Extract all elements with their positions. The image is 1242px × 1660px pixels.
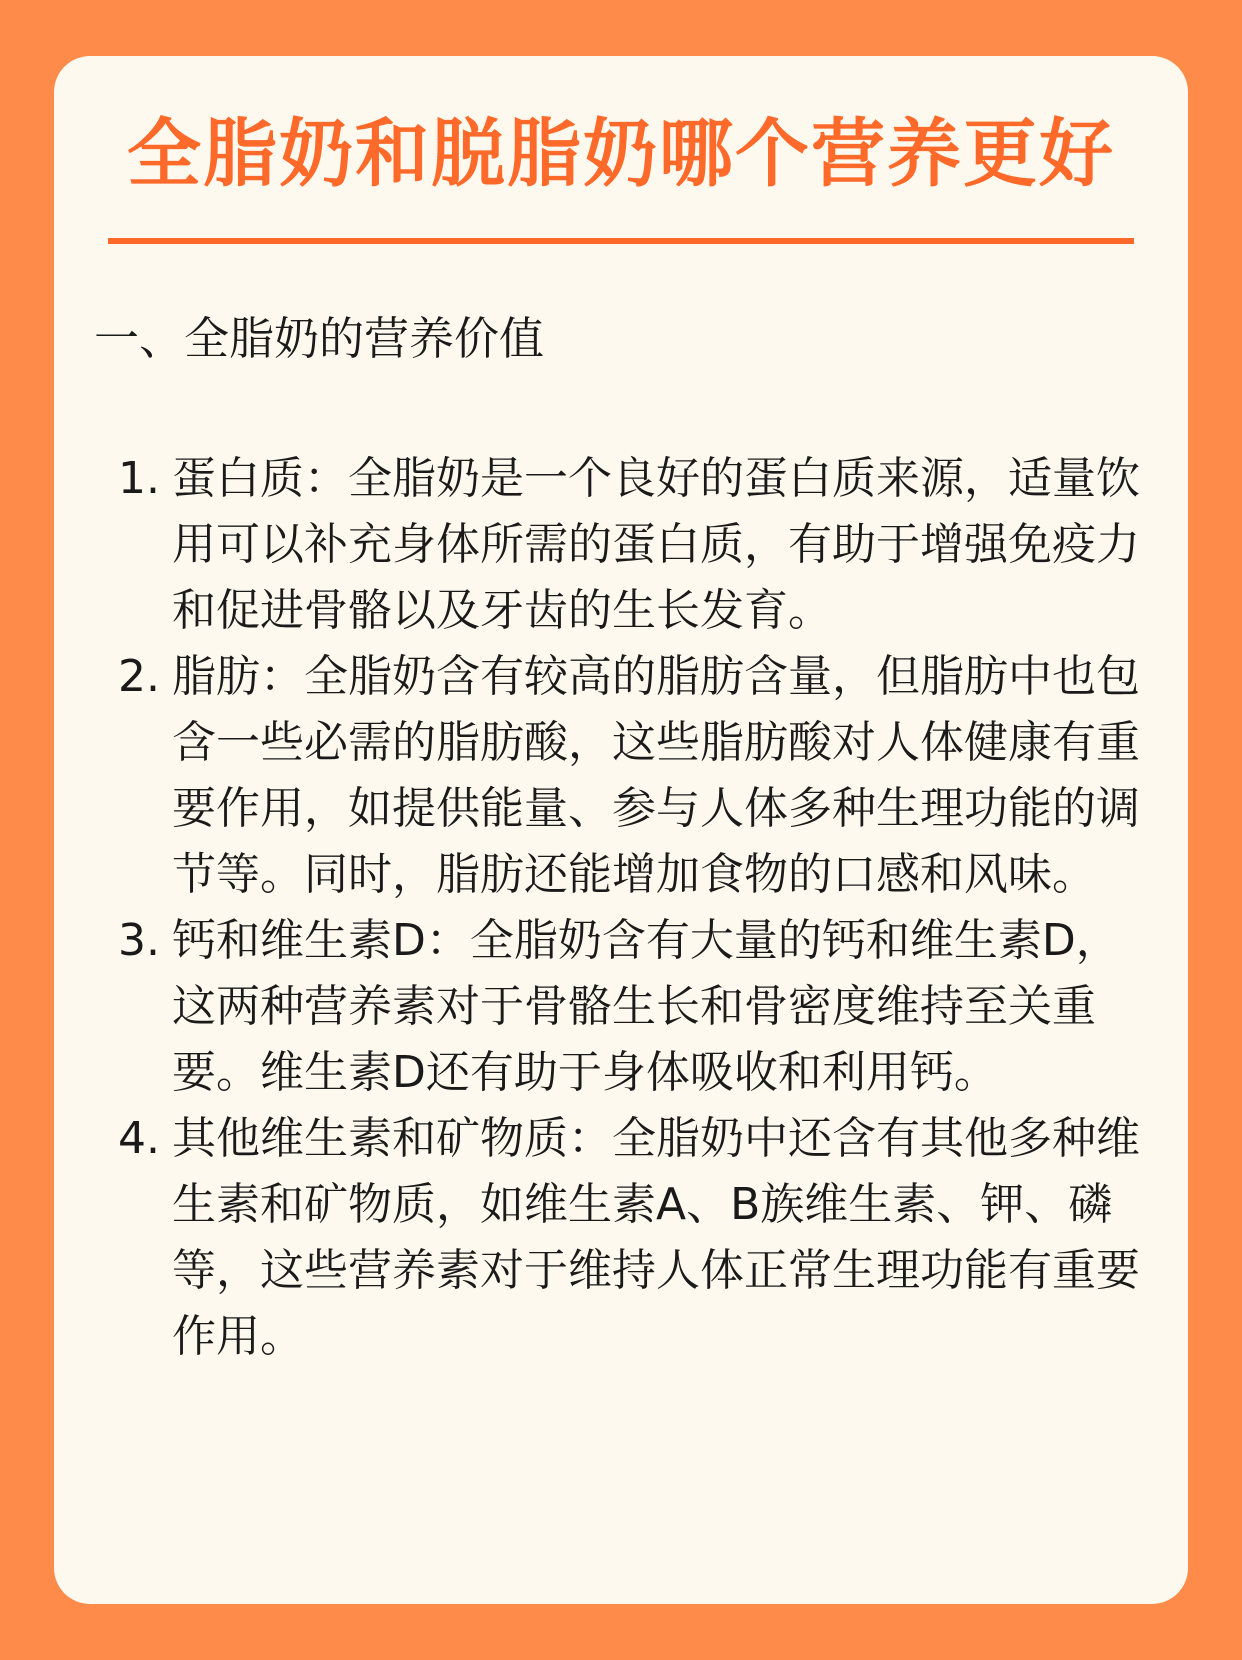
content-card [54,56,1188,1604]
item-number: 1. [118,453,160,504]
title-underline [108,238,1134,244]
list-item [118,908,1148,1106]
page-title: 全脂奶和脱脂奶哪个营养更好 [127,111,1115,197]
item-text: 钙和维生素D：全脂奶含有大量的钙和维生素D，这两种营养素对于骨骼生长和骨密度维持至关重要。维生素D还有助于身体吸收和利用钙。 [172,915,1120,1098]
item-number: 4. [118,1113,160,1164]
item-number: 2. [118,651,160,702]
list-item [118,1106,1148,1370]
nutrition-list [118,446,1148,1370]
item-text: 蛋白质：全脂奶是一个良好的蛋白质来源，适量饮用可以补充身体所需的蛋白质，有助于增强免疫力和促进骨骼以及牙齿的生长发育。 [172,453,1140,636]
item-text: 脂肪：全脂奶含有较高的脂肪含量，但脂肪中也包含一些必需的脂肪酸，这些脂肪酸对人体健康有重要作用，如提供能量、参与人体多种生理功能的调节等。同时，脂肪还能增加食物的口感和风味。 [172,651,1140,900]
item-text: 其他维生素和矿物质：全脂奶中还含有其他多种维生素和矿物质，如维生素A、B族维生素、钾、磷等，这些营养素对于维持人体正常生理功能有重要作用。 [172,1113,1140,1362]
section-heading: 一、全脂奶的营养价值 [94,312,545,365]
item-number: 3. [118,915,160,966]
list-item [118,644,1148,908]
list-item [118,446,1148,644]
